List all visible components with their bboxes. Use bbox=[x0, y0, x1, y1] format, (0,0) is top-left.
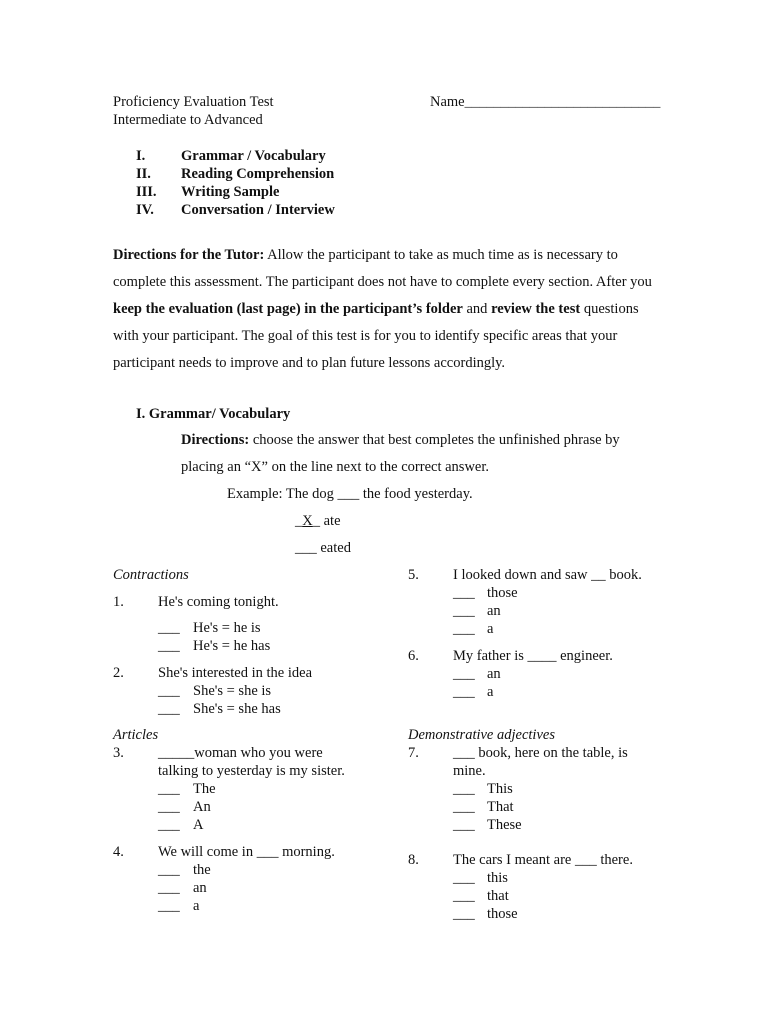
q8-option-1: this bbox=[487, 870, 508, 886]
section-num-1: I. bbox=[136, 148, 146, 164]
test-title: Proficiency Evaluation Test bbox=[113, 94, 274, 110]
example-blank-pre: _ bbox=[295, 513, 303, 529]
q8-blank-3[interactable]: ___ bbox=[453, 906, 475, 922]
q4-text: We will come in ___ morning. bbox=[158, 844, 335, 860]
q8-blank-2[interactable]: ___ bbox=[453, 888, 475, 904]
q5-option-2: an bbox=[487, 603, 501, 619]
q4-blank-2[interactable]: ___ bbox=[158, 880, 180, 896]
example-sentence: Example: The dog ___ the food yesterday. bbox=[227, 486, 473, 502]
q7-text-2: mine. bbox=[453, 763, 486, 779]
q3-option-3: A bbox=[193, 817, 204, 833]
section-label-1: Grammar / Vocabulary bbox=[181, 148, 326, 164]
q4-blank-3[interactable]: ___ bbox=[158, 898, 180, 914]
q1-option-2: He's = he has bbox=[193, 638, 271, 654]
q3-number: 3. bbox=[113, 745, 124, 761]
q3-blank-2[interactable]: ___ bbox=[158, 799, 180, 815]
q5-blank-3[interactable]: ___ bbox=[453, 621, 475, 637]
q2-option-2: She's = she has bbox=[193, 701, 281, 717]
grammar-directions-label: Directions: bbox=[181, 432, 250, 448]
section-num-2: II. bbox=[136, 166, 151, 182]
q4-option-3: a bbox=[193, 898, 200, 914]
q7-blank-3[interactable]: ___ bbox=[453, 817, 475, 833]
q3-blank-1[interactable]: ___ bbox=[158, 781, 180, 797]
q8-blank-1[interactable]: ___ bbox=[453, 870, 475, 886]
tutor-directions bbox=[113, 242, 653, 377]
tutor-directions-label: Directions for the Tutor: bbox=[113, 247, 265, 263]
category-contractions: Contractions bbox=[113, 567, 189, 583]
q1-blank-1[interactable]: ___ bbox=[158, 620, 180, 636]
q4-blank-1[interactable]: ___ bbox=[158, 862, 180, 878]
q7-option-1: This bbox=[487, 781, 513, 797]
example-mark: X bbox=[302, 513, 313, 529]
q6-option-1: an bbox=[487, 666, 501, 682]
tutor-text-2: and bbox=[462, 301, 492, 317]
q8-number: 8. bbox=[408, 852, 419, 868]
grammar-directions-line2: placing an “X” on the line next to the correct answer. bbox=[181, 459, 490, 475]
q3-text-1: _____woman who you were bbox=[158, 745, 323, 761]
q1-blank-2[interactable]: ___ bbox=[158, 638, 180, 654]
q7-blank-2[interactable]: ___ bbox=[453, 799, 475, 815]
q2-blank-1[interactable]: ___ bbox=[158, 683, 180, 699]
tutor-bold-2: review the test bbox=[491, 301, 581, 317]
tutor-text-1: Allow the participant to take as much time as is necessary to complete this assessment. The participant does not have to complete every section. After you bbox=[113, 247, 652, 290]
q3-blank-3[interactable]: ___ bbox=[158, 817, 180, 833]
q7-option-3: These bbox=[487, 817, 522, 833]
q6-text: My father is ____ engineer. bbox=[453, 648, 613, 664]
section-label-4: Conversation / Interview bbox=[181, 202, 335, 218]
q4-number: 4. bbox=[113, 844, 124, 860]
q8-text: The cars I meant are ___ there. bbox=[453, 852, 633, 868]
q2-number: 2. bbox=[113, 665, 124, 681]
example-option-ate bbox=[295, 513, 341, 530]
category-demonstratives: Demonstrative adjectives bbox=[408, 727, 555, 743]
q6-blank-2[interactable]: ___ bbox=[453, 684, 475, 700]
q7-text-1: ___ book, here on the table, is bbox=[453, 745, 628, 761]
q5-text: I looked down and saw __ book. bbox=[453, 567, 642, 583]
q8-option-2: that bbox=[487, 888, 509, 904]
q7-blank-1[interactable]: ___ bbox=[453, 781, 475, 797]
grammar-heading: I. Grammar/ Vocabulary bbox=[136, 406, 291, 422]
tutor-bold-1: keep the evaluation (last page) in the participant’s folder bbox=[113, 301, 463, 317]
q1-option-1: He's = he is bbox=[193, 620, 261, 636]
q3-option-2: An bbox=[193, 799, 211, 815]
q5-number: 5. bbox=[408, 567, 419, 583]
q1-number: 1. bbox=[113, 594, 124, 610]
name-label: Name bbox=[430, 94, 465, 110]
q6-option-2: a bbox=[487, 684, 494, 700]
section-label-3: Writing Sample bbox=[181, 184, 280, 200]
q5-option-1: those bbox=[487, 585, 518, 601]
q7-number: 7. bbox=[408, 745, 419, 761]
q3-option-1: The bbox=[193, 781, 216, 797]
q2-blank-2[interactable]: ___ bbox=[158, 701, 180, 717]
q3-text-2: talking to yesterday is my sister. bbox=[158, 763, 345, 779]
q7-option-2: That bbox=[487, 799, 514, 815]
name-field[interactable] bbox=[430, 94, 660, 111]
q8-option-3: those bbox=[487, 906, 518, 922]
q5-blank-2[interactable]: ___ bbox=[453, 603, 475, 619]
q4-option-1: the bbox=[193, 862, 211, 878]
q4-option-2: an bbox=[193, 880, 207, 896]
name-line: ___________________________ bbox=[464, 94, 661, 110]
section-num-4: IV. bbox=[136, 202, 154, 218]
grammar-directions-text1: choose the answer that best completes the unfinished phrase by bbox=[249, 432, 620, 448]
test-level: Intermediate to Advanced bbox=[113, 112, 263, 128]
q6-blank-1[interactable]: ___ bbox=[453, 666, 475, 682]
q5-option-3: a bbox=[487, 621, 494, 637]
category-articles: Articles bbox=[113, 727, 159, 743]
grammar-directions-line1 bbox=[181, 432, 620, 449]
section-num-3: III. bbox=[136, 184, 157, 200]
section-label-2: Reading Comprehension bbox=[181, 166, 335, 182]
q2-option-1: She's = she is bbox=[193, 683, 272, 699]
example-option-eated: ___ eated bbox=[295, 540, 351, 556]
q5-blank-1[interactable]: ___ bbox=[453, 585, 475, 601]
tutor-text-3: questions with your participant. The goal of this test is for you to identify specific areas that your participant needs to improve and to plan future lessons accordingly. bbox=[113, 301, 639, 371]
q1-text: He's coming tonight. bbox=[158, 594, 279, 610]
q2-text: She's interested in the idea bbox=[158, 665, 313, 681]
example-answer: _ ate bbox=[312, 513, 341, 529]
q6-number: 6. bbox=[408, 648, 419, 664]
